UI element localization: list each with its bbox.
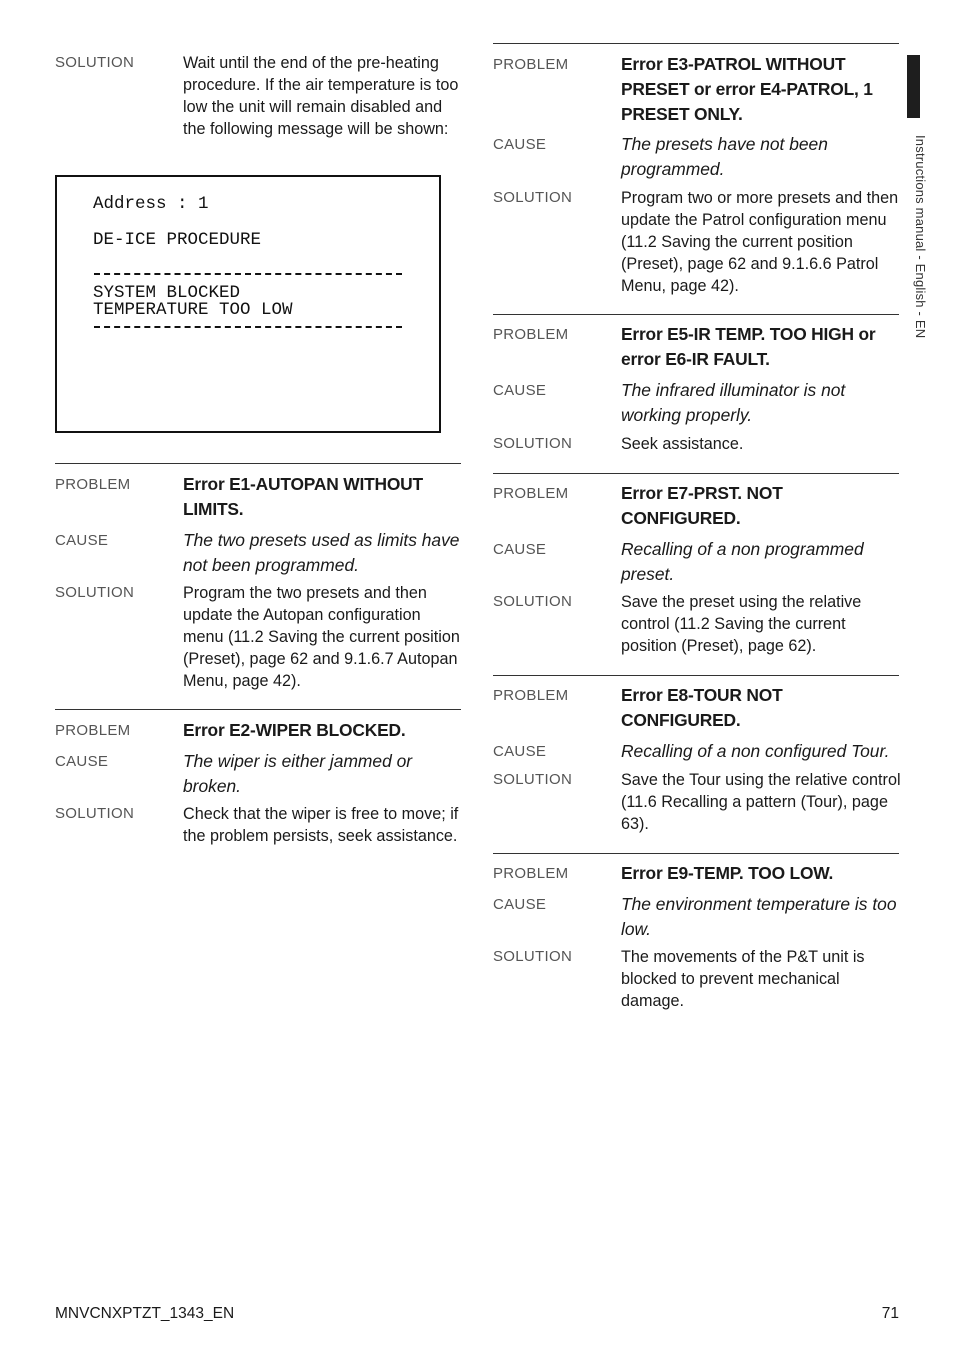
problem-title: Error E9-TEMP. TOO LOW. [621, 863, 834, 883]
side-tab-label: Instructions manual - English - EN [913, 135, 928, 339]
cause-label: CAUSE [493, 743, 547, 760]
intro-solution-text: Wait until the end of the pre-heating procedure. If the air temperature is too low the unit will remain disabled and the following message will be shown: [183, 54, 459, 138]
side-tab-marker [907, 55, 920, 118]
problem-title: Error E2-WIPER BLOCKED. [183, 720, 406, 740]
solution-text: Program the two presets and then update the Autopan configuration menu (11.2 Saving the current position (Preset), page 62 and 9.1.6.7 Autopan Menu, page 42). [183, 584, 460, 690]
error-entry-e7 [493, 473, 899, 664]
cause-label: CAUSE [493, 541, 547, 558]
screen-temperature-line: TEMPERATURE TOO LOW [93, 300, 293, 320]
solution-label: SOLUTION [493, 435, 573, 452]
cause-label: CAUSE [55, 753, 109, 770]
problem-label: PROBLEM [493, 687, 569, 704]
problem-title: Error E3-PATROL WITHOUT PRESET or error E4-PATROL, 1 PRESET ONLY. [621, 54, 873, 124]
solution-label: SOLUTION [493, 593, 573, 610]
on-screen-message-box [55, 175, 441, 433]
problem-label: PROBLEM [493, 56, 569, 73]
problem-title: Error E5-IR TEMP. TOO HIGH or error E6-IR FAULT. [621, 324, 876, 369]
problem-title: Error E7-PRST. NOT CONFIGURED. [621, 483, 783, 528]
cause-text: The presets have not been programmed. [621, 134, 828, 179]
screen-address-line: Address : 1 [93, 194, 209, 214]
cause-text: Recalling of a non programmed preset. [621, 539, 864, 584]
cause-text: The environment temperature is too low. [621, 894, 897, 939]
problem-label: PROBLEM [493, 865, 569, 882]
document-code: MNVCNXPTZT_1343_EN [55, 1305, 235, 1322]
cause-text: The wiper is either jammed or broken. [183, 751, 413, 796]
error-entry-e3-e4 [493, 43, 899, 304]
error-entry-e9 [493, 853, 899, 1024]
error-entry-e5-e6 [493, 314, 899, 465]
solution-label: SOLUTION [55, 805, 135, 822]
cause-text: Recalling of a non configured Tour. [621, 741, 890, 761]
screen-deice-line: DE-ICE PROCEDURE [93, 230, 262, 250]
cause-label: CAUSE [493, 382, 547, 399]
solution-text: Save the preset using the relative control (11.2 Saving the current position (Preset), page 62). [621, 593, 862, 655]
cause-text: The infrared illuminator is not working properly. [621, 380, 846, 425]
screen-system-blocked-line: SYSTEM BLOCKED [93, 283, 241, 303]
problem-label: PROBLEM [493, 485, 569, 502]
problem-label: PROBLEM [55, 722, 131, 739]
solution-text: The movements of the P&T unit is blocked to prevent mechanical damage. [621, 948, 865, 1010]
error-entry-e2 [55, 709, 461, 880]
cause-label: CAUSE [493, 136, 547, 153]
problem-label: PROBLEM [55, 476, 131, 493]
solution-text: Seek assistance. [621, 435, 744, 453]
cause-label: CAUSE [493, 896, 547, 913]
cause-text: The two presets used as limits have not been programmed. [183, 530, 460, 575]
problem-title: Error E1-AUTOPAN WITHOUT LIMITS. [183, 474, 423, 519]
cause-label: CAUSE [55, 532, 109, 549]
solution-label: SOLUTION [493, 771, 573, 788]
solution-label: SOLUTION [55, 584, 135, 601]
page-number: 71 [881, 1305, 899, 1322]
error-entry-e1 [55, 463, 461, 694]
error-entry-e8 [493, 675, 899, 841]
solution-label: SOLUTION [493, 948, 573, 965]
solution-label: SOLUTION [493, 189, 573, 206]
screen-dashed-divider [94, 273, 402, 275]
problem-label: PROBLEM [493, 326, 569, 343]
problem-title: Error E8-TOUR NOT CONFIGURED. [621, 685, 783, 730]
screen-dashed-divider [94, 326, 402, 328]
solution-label: SOLUTION [55, 54, 135, 71]
solution-text: Check that the wiper is free to move; if the problem persists, seek assistance. [183, 805, 459, 845]
solution-text: Program two or more presets and then update the Patrol configuration menu (11.2 Saving the current position (Preset), page 62 and 9.1.6.6 Patrol Menu, page 42). [621, 189, 899, 295]
solution-text: Save the Tour using the relative control (11.6 Recalling a pattern (Tour), page 63). [621, 771, 901, 833]
